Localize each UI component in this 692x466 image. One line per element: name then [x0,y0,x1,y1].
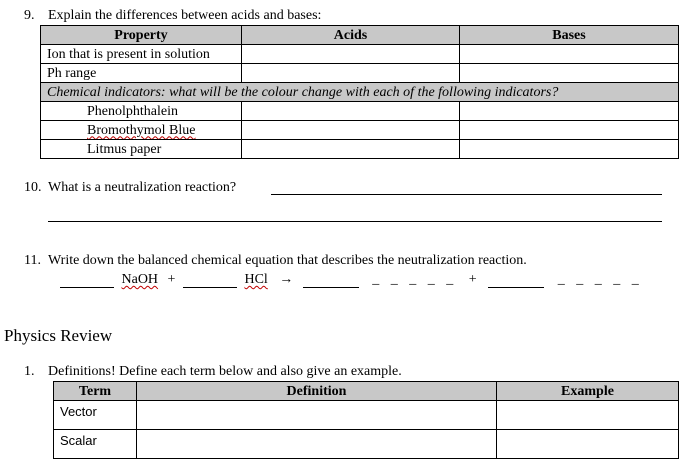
bromothymol-bases-cell[interactable] [460,121,679,140]
header-property: Property [41,26,242,45]
term-scalar: Scalar [54,430,137,459]
phenolphthalein-bases-cell[interactable] [460,102,679,121]
vector-definition-cell[interactable] [137,401,497,430]
row-ion-label: Ion that is present in solution [41,45,242,64]
definitions-table [53,381,679,459]
q9-prompt: Explain the differences between acids and bases: [48,8,322,23]
vector-example-cell[interactable] [497,401,679,430]
q11-number: 11. [24,253,41,268]
q10-prompt: What is a neutralization reaction? [48,180,237,195]
indicator-prompt-row [41,83,679,102]
table-row [41,64,679,83]
plus-sign-1: + [167,272,176,287]
acids-bases-table [40,25,679,159]
litmus-bases-cell[interactable] [460,140,679,159]
header-term: Term [54,382,137,401]
litmus-acids-cell[interactable] [242,140,460,159]
table-row [54,401,679,430]
bromothymol-acids-cell[interactable] [242,121,460,140]
coefficient-blank-2[interactable] [183,273,237,288]
ion-bases-cell[interactable] [460,45,679,64]
reactant-naoh: NaOH [121,272,159,287]
product-blank-1[interactable]: _ _ _ _ _ [372,272,458,287]
indicator-prompt: Chemical indicators: what will be the colour change with each of the following indicators? [41,83,679,102]
reaction-arrow-icon: → [279,272,294,287]
scalar-definition-cell[interactable] [137,430,497,459]
q10-answer-line-2[interactable] [48,221,662,222]
q10-number: 10. [24,180,42,195]
header-example: Example [497,382,679,401]
table-row [41,121,679,140]
indicator-phenolphthalein: Phenolphthalein [41,102,242,121]
scalar-example-cell[interactable] [497,430,679,459]
table-row [41,45,679,64]
plus-sign-2: + [468,272,477,287]
header-acids: Acids [242,26,460,45]
indicator-bromothymol: Bromothymol Blue [87,122,196,138]
ion-acids-cell[interactable] [242,45,460,64]
physics-q1-number: 1. [24,364,35,379]
reactant-hcl: HCl [244,272,268,287]
table-row [41,140,679,159]
q9-number: 9. [24,8,35,23]
ph-acids-cell[interactable] [242,64,460,83]
table-row [41,102,679,121]
ph-bases-cell[interactable] [460,64,679,83]
balanced-equation [60,272,643,288]
term-vector: Vector [54,401,137,430]
indicator-litmus: Litmus paper [41,140,242,159]
coefficient-blank-1[interactable] [60,273,114,288]
header-definition: Definition [137,382,497,401]
q10-answer-line-1[interactable] [271,194,662,195]
table-row [54,430,679,459]
q11-prompt: Write down the balanced chemical equation that describes the neutralization reaction. [48,253,527,268]
coefficient-blank-3[interactable] [303,273,359,288]
physics-heading: Physics Review [4,326,113,345]
header-bases: Bases [460,26,679,45]
physics-q1-prompt: Definitions! Define each term below and also give an example. [48,364,402,379]
phenolphthalein-acids-cell[interactable] [242,102,460,121]
coefficient-blank-4[interactable] [488,273,544,288]
product-blank-2[interactable]: _ _ _ _ _ [557,272,643,287]
row-ph-label: Ph range [41,64,242,83]
